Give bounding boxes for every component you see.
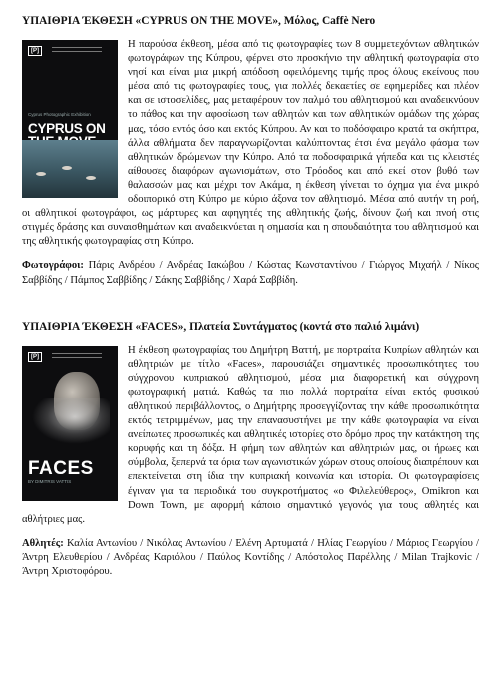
athletes-credits bbox=[22, 537, 479, 579]
credits-names: Πάρις Ανδρέου / Ανδρέας Ιακώβου / Κώστας Κωνσταντίνου / Γιώργος Μιχαήλ / Νίκος Σαββίδης / Πάμπος Σαββίδης / Σάκης Σαββίδης / Χαρά Σαββίδη. bbox=[22, 260, 479, 286]
section-body bbox=[22, 344, 479, 527]
poster-sea-photo bbox=[22, 140, 118, 198]
section-title: ΥΠΑΙΘΡΙΑ ΈΚΘΕΣΗ «CYPRUS ON THE MOVE», Μόλος, Caffè Nero bbox=[22, 15, 376, 27]
water-splash-photo bbox=[32, 398, 110, 444]
photographers-credits bbox=[22, 259, 479, 287]
poster-logo: [P] bbox=[28, 352, 42, 362]
poster-subtitle: BY DIMITRIS VATTIS bbox=[28, 478, 72, 484]
exhibition-section-faces bbox=[22, 320, 479, 580]
exhibition-section-cyprus-on-the-move bbox=[22, 14, 479, 288]
section-title: ΥΠΑΙΘΡΙΑ ΈΚΘΕΣΗ «FACES», Πλατεία Συντάγματος (κοντά στο παλιό λιμάνι) bbox=[22, 320, 420, 333]
poster-title-line-1: CYPRUS ON bbox=[28, 121, 106, 136]
section-body-text: Η έκθεση φωτογραφίας του Δημήτρη Βαττή, με πορτραίτα Κυπρίων αθλητών και αθλητριών με τίτλο «Faces», παρουσιάζει σημαντικές προσωπικότητες του σύγχρονου κυπριακού αθλητισμού, μέσα μια διαφορετική και σύγχρονη φωτογραφική ματιά. Καθώς τα πιο πολλά πορτραίτα είναι εκτός φυσικού αθλητικού περιβάλλοντος, ο Δημήτρης προσεγγίζοντας την κάθε προσωπικότητα εκτός τετριμμένων, μας την επανασυστήνει με την κάθε φωτογραφία να είναι ανείπωτες προσωπικές και αθλητικές ιστορίες στο δρόμο προς την κατάκτηση της κορυφής και τη δόξα. Η φήμη των αθλητών και αθλητριών μας, οι ήρωες και σύμβολα, ξεπερνά τα όρια των αγωνιστικών χώρων στους οποίους διαπρέπουν και επεκτείνεται στη ίδια την κυπριακή κοινωνία και ιστορία. Οι φωτογραφίσεις έγιναν για τα περιοδικά του συγκροτήματος «ο Φιλελεύθερος», Omikron και Down Town, με αφορμή κάποιο σημαντικό γεγονός για τους αθλητές και αθλήτριες μας. bbox=[22, 344, 479, 525]
poster-header-rule bbox=[52, 353, 102, 358]
swimmer-shape bbox=[62, 166, 72, 170]
section-body bbox=[22, 38, 479, 249]
swimmer-shape bbox=[86, 176, 96, 180]
section-body-text: Η παρούσα έκθεση, μέσα από τις φωτογραφίες των 8 συμμετεχόντων αθλητικών φωτογράφων της Κύπρου, φέρνει στο προσκήνιο την αθλητική φωτογραφία στο νησί και είναι μια μικρή απόδοση οφειλόμενης τιμής προς όλους εκείνους που μέσα από τις φωτογραφίες τους, για πολλές δεκαετίες σε εφημερίδες και πλέον και σε ιστοσελίδες, μας μεταφέρουν τον παλμό του αθλητισμού και αναδεικνύουν το πάθος και την αφοσίωση των αθλητών και των αθλητικών ομάδων της χώρας μας, τόσο εντός όσο και εκτός Κύπρου. Αν και το ποδόσφαιρο κρατά τα σκήπτρα, άλλα αθλήματα δεν παραγνωρίζονται καλύπτοντας έτσι ένα μεγάλο φάσμα των αθλητικών δρώμενων την Κύπρο. Από τα ποδοσφαιρικά γήπεδα και τις κλειστές αίθουσες διαφόρων αγωνισμάτων, στο Τρόοδος και από εκεί στον βυθό των θαλασσών μας και μέχρι τον Ακάμα, η έκθεση γίνεται το όχημα για ένα μικρό οδοιπορικό στη Κύπρο με κύριο άξονα τον αθλητισμό. Μέσα από αυτήν τη ροή, οι αθλητικοί φωτογράφοι, ως μάρτυρες και αφηγητές της αθλητικής ζωής, δίνουν ζωή και πνοή στις στιγμές δράσης και συναισθημάτων και αναδεικνύεται η σημασία και η σπουδαιότητα του αθλητισμού και της αθλητικής φωτογραφίας στη Κύπρο. bbox=[22, 39, 479, 248]
poster-title: FACES bbox=[28, 457, 94, 479]
credits-label: Αθλητές: bbox=[22, 537, 64, 549]
poster-image-faces bbox=[22, 346, 118, 501]
swimmer-shape bbox=[36, 172, 46, 176]
poster-subtitle: Cyprus Photographic Exhibition bbox=[28, 112, 91, 117]
poster-logo: [P] bbox=[28, 46, 42, 56]
poster-image-cyprus-on-the-move bbox=[22, 40, 118, 198]
poster-header-rule bbox=[52, 47, 102, 52]
section-spacer bbox=[22, 288, 479, 320]
credits-label: Φωτογράφοι: bbox=[22, 260, 84, 272]
credits-names: Καλία Αντωνίου / Νικόλας Αντωνίου / Ελένη Αρτυματά / Ηλίας Γεωργίου / Μάριος Γεωργίου / Άντρη Ελευθερίου / Ανδρέας Καριόλου / Παύλος Κοντίδης / Απόστολος Παρέλλης / Milan Trajkovic / Άντρη Χριστοφόρου. bbox=[22, 537, 479, 577]
